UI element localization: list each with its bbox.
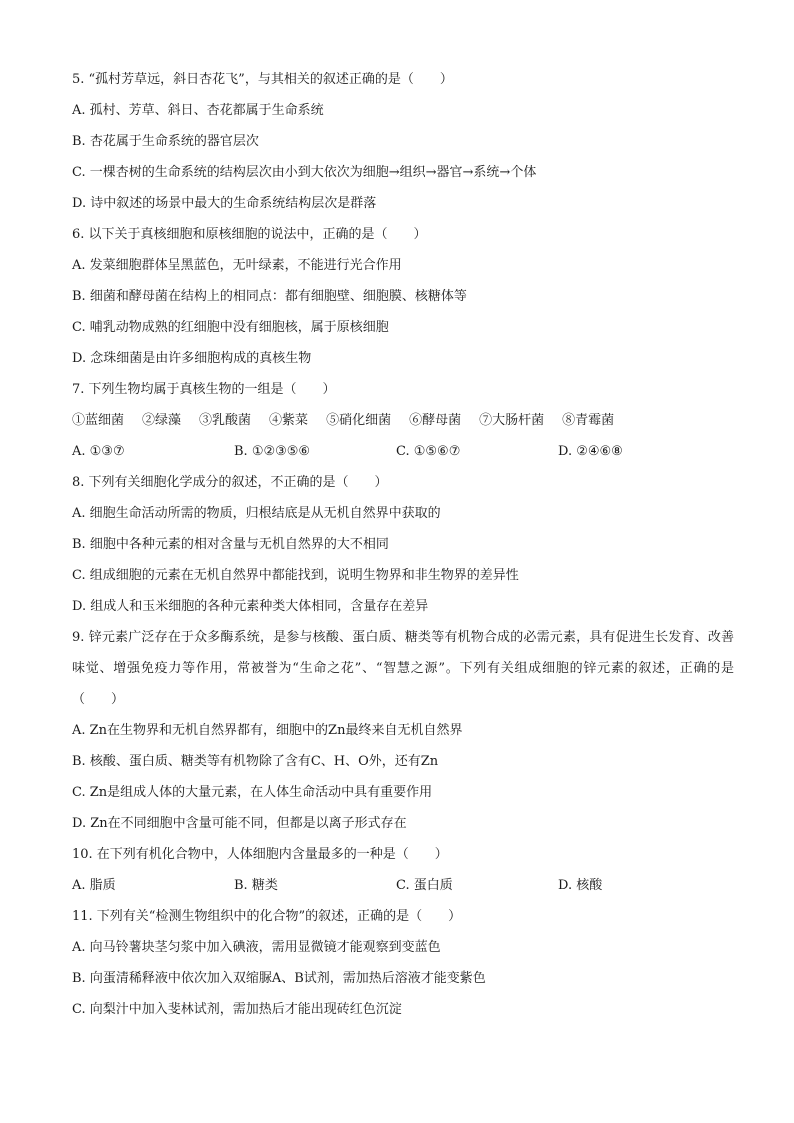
option-d: D. 念珠细菌是由许多细胞构成的真核生物 (72, 351, 312, 366)
option-a: A. 发菜细胞群体呈黑蓝色，无叶绿素，不能进行光合作用 (72, 258, 402, 273)
organism-item: ⑧青霉菌 (562, 413, 615, 428)
question-stem: 9. 锌元素广泛存在于众多酶系统，是参与核酸、蛋白质、糖类等有机物合成的必需元素，具有促进生长发育、改善味觉、增强免疫力等作用，常被誉为“生命之花”、“智慧之源”。下列有关组成细胞的锌元素的叙述，正确的是（ ） (72, 630, 734, 707)
option-c: C. ①⑤⑥⑦ (396, 444, 461, 459)
organism-item: ②绿藻 (142, 413, 182, 428)
option-d: D. ②④⑥⑧ (558, 444, 623, 459)
question-stem: 10. 在下列有机化合物中，人体细胞内含量最多的一种是（ ） (72, 847, 448, 862)
question-stem: 8. 下列有关细胞化学成分的叙述，不正确的是（ ） (72, 475, 388, 490)
question-9 (72, 622, 734, 839)
organism-item: ⑥酵母菌 (409, 413, 462, 428)
question-stem: 6. 以下关于真核细胞和原核细胞的说法中，正确的是（ ） (72, 227, 427, 242)
option-a: A. 孤村、芳草、斜日、杏花都属于生命系统 (72, 103, 324, 118)
option-b: B. 向蛋清稀释液中依次加入双缩脲A、B试剂，需加热后溶液才能变紫色 (72, 971, 486, 986)
question-10 (72, 839, 734, 901)
question-11 (72, 901, 734, 1025)
option-a: A. 脂质 (72, 878, 116, 893)
option-row (72, 436, 734, 467)
option-c: C. Zn是组成人体的大量元素，在人体生命活动中具有重要作用 (72, 785, 433, 800)
question-8 (72, 467, 734, 622)
option-d: D. 核酸 (558, 878, 603, 893)
option-c: C. 一棵杏树的生命系统的结构层次由小到大依次为细胞→组织→器官→系统→个体 (72, 165, 537, 180)
option-b: B. 细菌和酵母菌在结构上的相同点：都有细胞壁、细胞膜、核糖体等 (72, 289, 467, 304)
option-b: B. ①②③⑤⑥ (234, 444, 311, 459)
question-stem: 11. 下列有关“检测生物组织中的化合物”的叙述，正确的是（ ） (72, 909, 462, 924)
option-b: B. 杏花属于生命系统的器官层次 (72, 134, 259, 149)
organism-item: ⑤硝化细菌 (326, 413, 392, 428)
organism-item: ④紫菜 (269, 413, 309, 428)
organism-item: ①蓝细菌 (72, 413, 125, 428)
organism-list (72, 405, 734, 436)
option-a: A. 向马铃薯块茎匀浆中加入碘液，需用显微镜才能观察到变蓝色 (72, 940, 441, 955)
option-b: B. 细胞中各种元素的相对含量与无机自然界的大不相同 (72, 537, 389, 552)
option-c: C. 向梨汁中加入斐林试剂，需加热后才能出现砖红色沉淀 (72, 1002, 402, 1017)
organism-item: ③乳酸菌 (199, 413, 252, 428)
option-a: A. 细胞生命活动所需的物质，归根结底是从无机自然界中获取的 (72, 506, 441, 521)
option-d: D. Zn在不同细胞中含量可能不同，但都是以离子形式存在 (72, 816, 407, 831)
option-d: D. 组成人和玉米细胞的各种元素种类大体相同，含量存在差异 (72, 599, 429, 614)
question-5 (72, 64, 734, 219)
option-a: A. Zn在生物界和无机自然界都有，细胞中的Zn最终来自无机自然界 (72, 723, 463, 738)
organism-item: ⑦大肠杆菌 (479, 413, 545, 428)
question-7 (72, 374, 734, 467)
option-c: C. 组成细胞的元素在无机自然界中都能找到，说明生物界和非生物界的差异性 (72, 568, 519, 583)
option-row (72, 870, 734, 901)
question-stem: 7. 下列生物均属于真核生物的一组是（ ） (72, 382, 336, 397)
option-a: A. ①③⑦ (72, 444, 125, 459)
option-d: D. 诗中叙述的场景中最大的生命系统结构层次是群落 (72, 196, 377, 211)
option-b: B. 糖类 (234, 878, 278, 893)
option-b: B. 核酸、蛋白质、糖类等有机物除了含有C、H、O外，还有Zn (72, 754, 439, 769)
question-6 (72, 219, 734, 374)
option-c: C. 哺乳动物成熟的红细胞中没有细胞核，属于原核细胞 (72, 320, 389, 335)
option-c: C. 蛋白质 (396, 878, 453, 893)
question-stem: 5. “孤村芳草远，斜日杏花飞”，与其相关的叙述正确的是（ ） (72, 72, 453, 87)
